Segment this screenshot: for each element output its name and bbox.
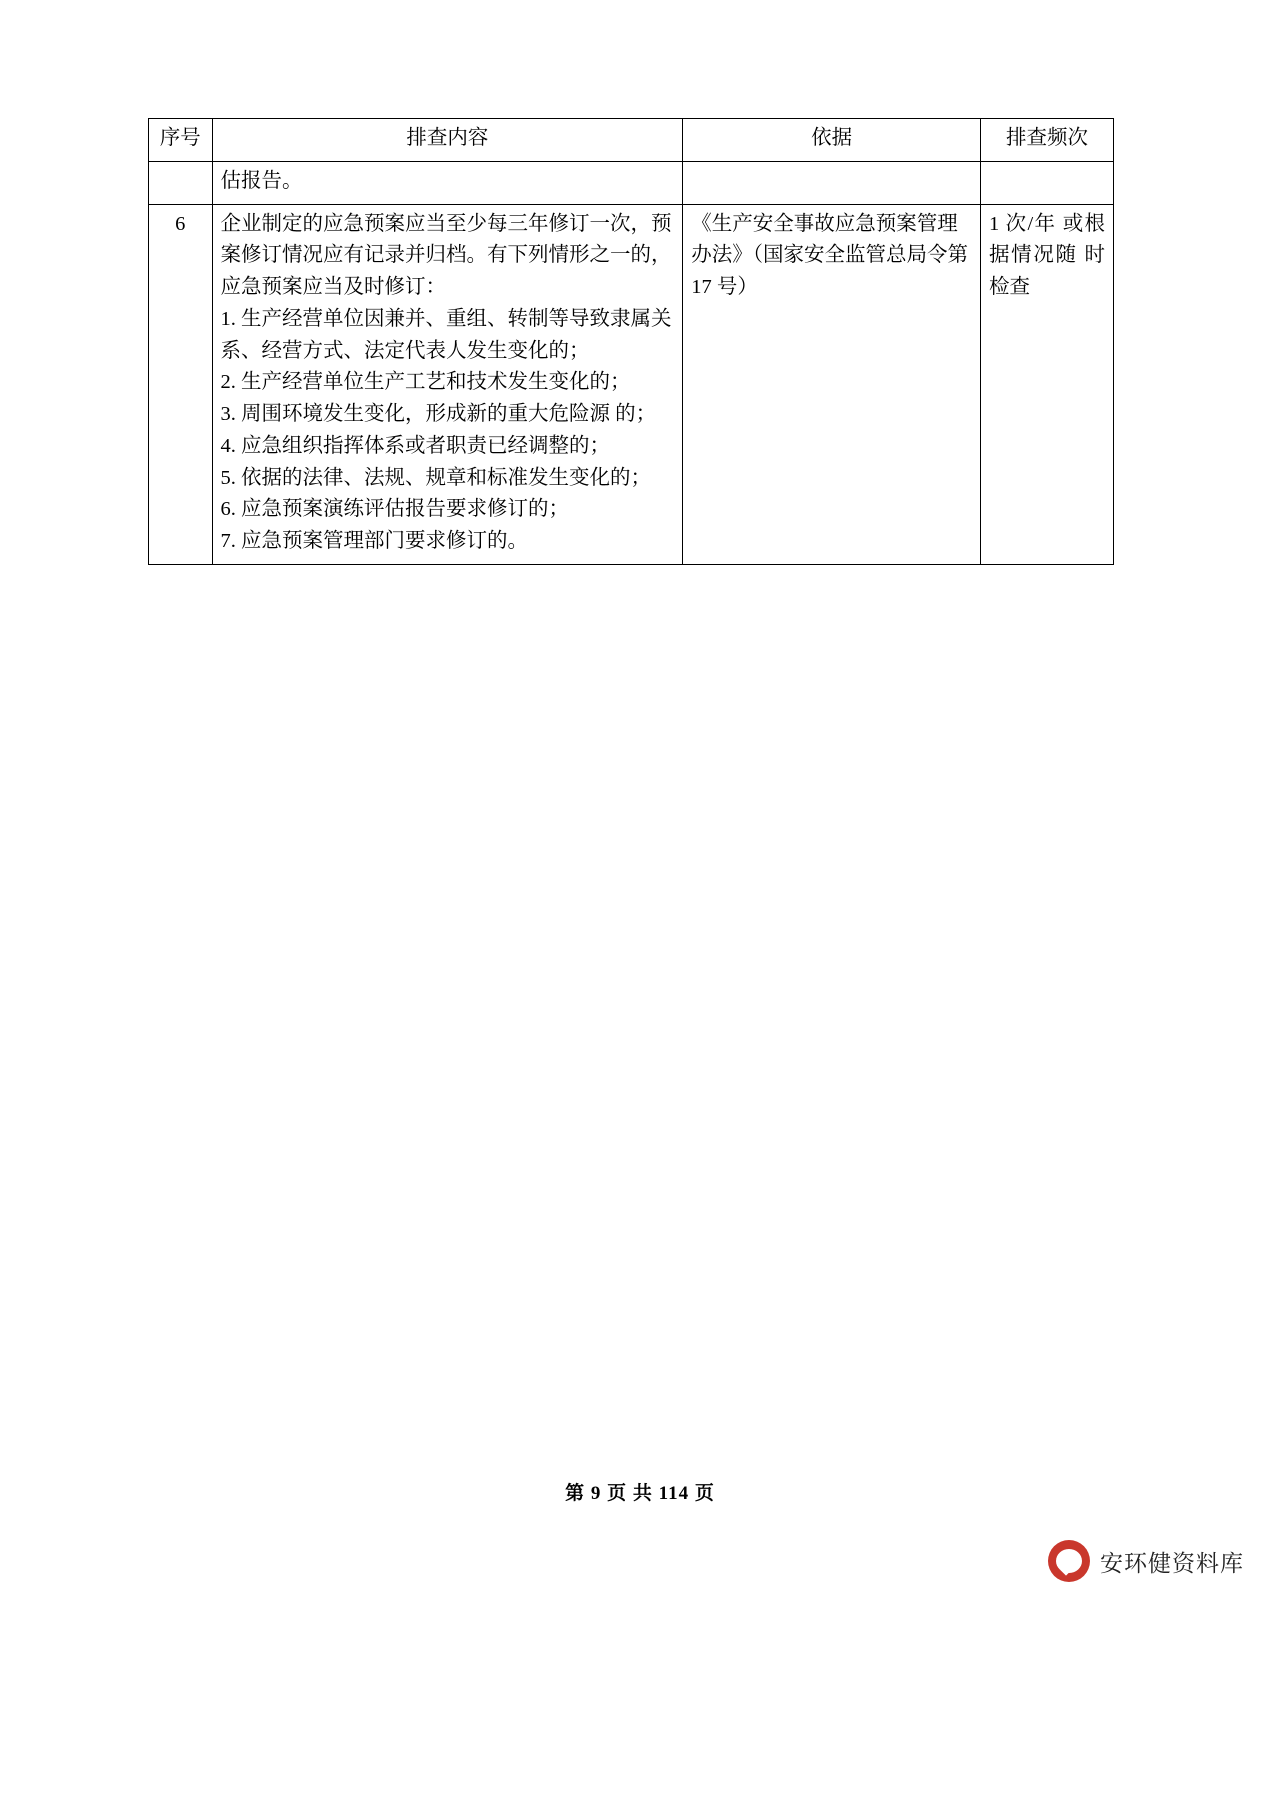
cell-content: 估报告。 [212, 161, 683, 204]
content-paragraph: 6. 应急预案演练评估报告要求修订的； [220, 498, 570, 521]
table-header-row [149, 119, 1114, 162]
header-cell-frequency: 排查频次 [981, 119, 1114, 162]
cell-frequency [981, 161, 1114, 204]
inspection-table [148, 118, 1114, 565]
cell-basis: 《生产安全事故应急预案管理办法》（国家安全监管总局令第 17 号） [683, 204, 981, 564]
table-row [149, 204, 1114, 564]
cell-content [212, 204, 683, 564]
header-cell-sequence: 序号 [149, 119, 213, 162]
content-paragraph: 7. 应急预案管理部门要求修订的。 [220, 530, 529, 553]
content-paragraph: 1. 生产经营单位因兼并、重组、转制等导致隶属关系、经营方式、法定代表人发生变化的； [220, 307, 672, 362]
content-paragraph: 5. 依据的法律、法规、规章和标准发生变化的； [220, 466, 652, 489]
table-row [149, 161, 1114, 204]
content-paragraph: 2. 生产经营单位生产工艺和技术发生变化的； [220, 371, 631, 394]
watermark-label: 安环健资料库 [1100, 1549, 1244, 1576]
cell-sequence: 6 [149, 204, 213, 564]
header-cell-content: 排查内容 [212, 119, 683, 162]
cell-basis [683, 161, 981, 204]
watermark [1048, 1540, 1244, 1582]
content-paragraph: 4. 应急组织指挥体系或者职责已经调整的； [220, 434, 611, 457]
header-cell-basis: 依据 [683, 119, 981, 162]
cell-sequence [149, 161, 213, 204]
content-paragraph: 企业制定的应急预案应当至少每三年修订一次，预案修订情况应有记录并归档。有下列情形之一的，应急预案应当及时修订： [220, 212, 672, 299]
cell-frequency: 1 次/年 或根据情况随 时检查 [981, 204, 1114, 564]
content-paragraph: 3. 周围环境发生变化，形成新的重大危险源 的； [220, 403, 657, 426]
wechat-official-account-icon [1048, 1540, 1090, 1582]
page-footer: 第 9 页 共 114 页 [565, 1483, 715, 1504]
